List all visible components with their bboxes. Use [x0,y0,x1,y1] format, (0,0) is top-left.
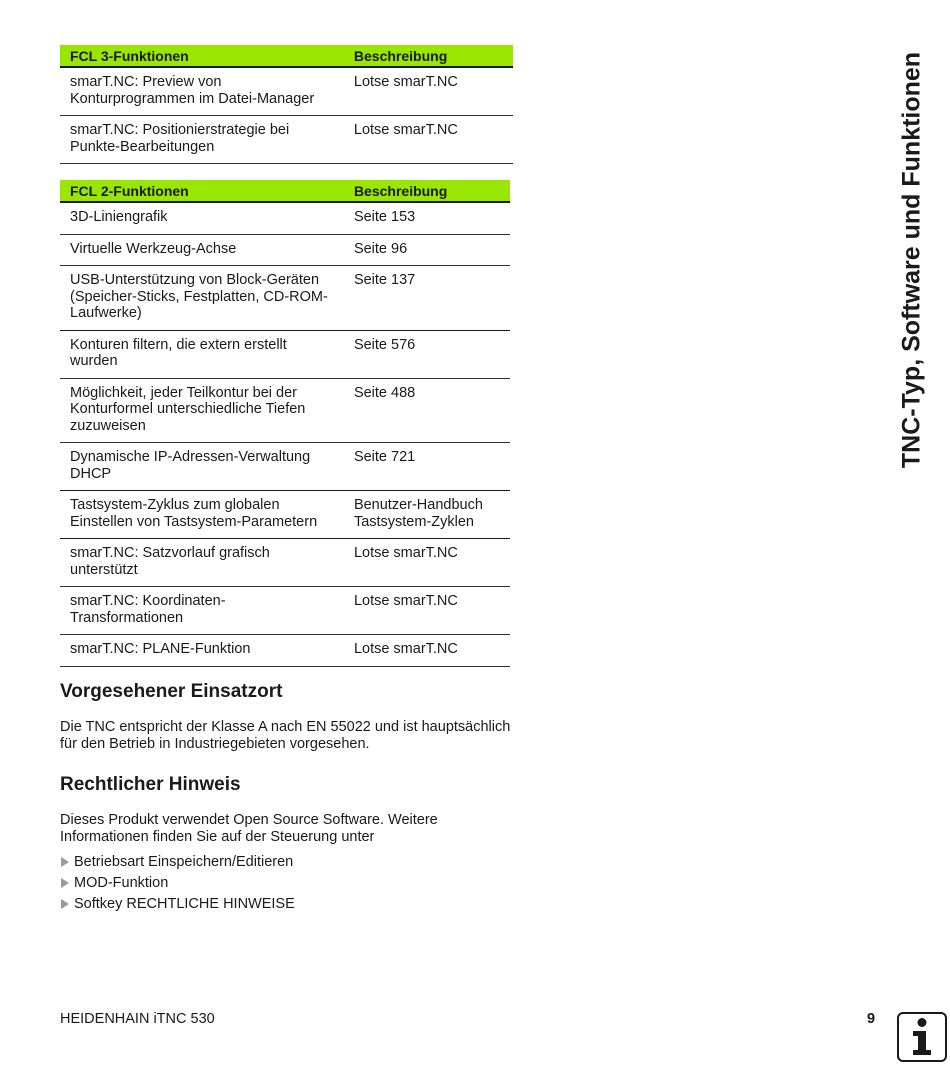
rechtlich-paragraph: Dieses Produkt verwendet Open Source Software. Weitere Informationen finden Sie auf der Steuerung unter [60,812,438,845]
table-row [60,443,510,491]
table-row [60,635,510,667]
table-row [60,330,510,378]
function-cell: Möglichkeit, jeder Teilkontur bei der Konturformel unterschiedliche Tiefen zuzuweisen [60,378,344,443]
column-header: FCL 2-Funktionen [60,180,344,202]
einsatzort-paragraph: Die TNC entspricht der Klasse A nach EN 55022 und ist hauptsächlich für den Betrieb in Industriegebieten vorgesehen. [60,719,511,752]
table-header-row [60,180,510,202]
list-item-label: Softkey RECHTLICHE HINWEISE [74,896,295,912]
function-cell: 3D-Liniengrafik [60,202,344,234]
section-heading-einsatzort: Vorgesehener Einsatzort [60,681,283,702]
table-header-row [60,45,513,67]
description-cell: Seite 488 [344,378,510,443]
table-row [60,266,510,331]
fcl2-table [60,180,510,667]
description-cell: Seite 153 [344,202,510,234]
triangle-bullet-icon [61,857,69,867]
description-cell: Seite 96 [344,234,510,266]
description-cell: Seite 137 [344,266,510,331]
table-row [60,202,510,234]
list-item [60,854,295,875]
description-cell: Seite 576 [344,330,510,378]
page-number: 9 [867,1011,876,1027]
list-item [60,896,295,917]
list-item [60,875,295,896]
chapter-side-title: TNC-Typ, Software und Funktionen [897,51,926,469]
table-row [60,378,510,443]
function-cell: USB-Unterstützung von Block-Geräten (Speicher-Sticks, Festplatten, CD-ROM-Laufwerke) [60,266,344,331]
list-item-label: Betriebsart Einspeichern/Editieren [74,854,294,870]
function-cell: Dynamische IP-Adressen-Verwaltung DHCP [60,443,344,491]
triangle-bullet-icon [61,899,69,909]
column-header: FCL 3-Funktionen [60,45,344,67]
function-cell: Tastsystem-Zyklus zum globalen Einstellen von Tastsystem-Parametern [60,491,344,539]
table-row [60,587,510,635]
column-header: Beschreibung [344,180,510,202]
description-cell: Lotse smarT.NC [344,67,513,116]
footer-product-name: HEIDENHAIN iTNC 530 [60,1011,215,1027]
section-heading-rechtlich: Rechtlicher Hinweis [60,774,241,795]
function-cell: smarT.NC: Positionierstrategie bei Punkte-Bearbeitungen [60,116,344,164]
triangle-bullet-icon [61,878,69,888]
description-cell: Lotse smarT.NC [344,635,510,667]
description-cell: Lotse smarT.NC [344,116,513,164]
bullet-list [60,854,295,917]
fcl3-table [60,45,513,164]
table-row [60,539,510,587]
function-cell: smarT.NC: Preview von Konturprogrammen im Datei-Manager [60,67,344,116]
column-header: Beschreibung [344,45,513,67]
function-cell: smarT.NC: PLANE-Funktion [60,635,344,667]
description-cell: Seite 721 [344,443,510,491]
description-cell: Lotse smarT.NC [344,539,510,587]
info-icon [897,1012,947,1062]
function-cell: smarT.NC: Satzvorlauf grafisch unterstützt [60,539,344,587]
table-row [60,116,513,164]
description-cell: Lotse smarT.NC [344,587,510,635]
table-row [60,234,510,266]
function-cell: Konturen filtern, die extern erstellt wurden [60,330,344,378]
function-cell: Virtuelle Werkzeug-Achse [60,234,344,266]
list-item-label: MOD-Funktion [74,875,169,891]
description-cell: Benutzer-Handbuch Tastsystem-Zyklen [344,491,510,539]
function-cell: smarT.NC: Koordinaten-Transformationen [60,587,344,635]
table-row [60,67,513,116]
table-row [60,491,510,539]
